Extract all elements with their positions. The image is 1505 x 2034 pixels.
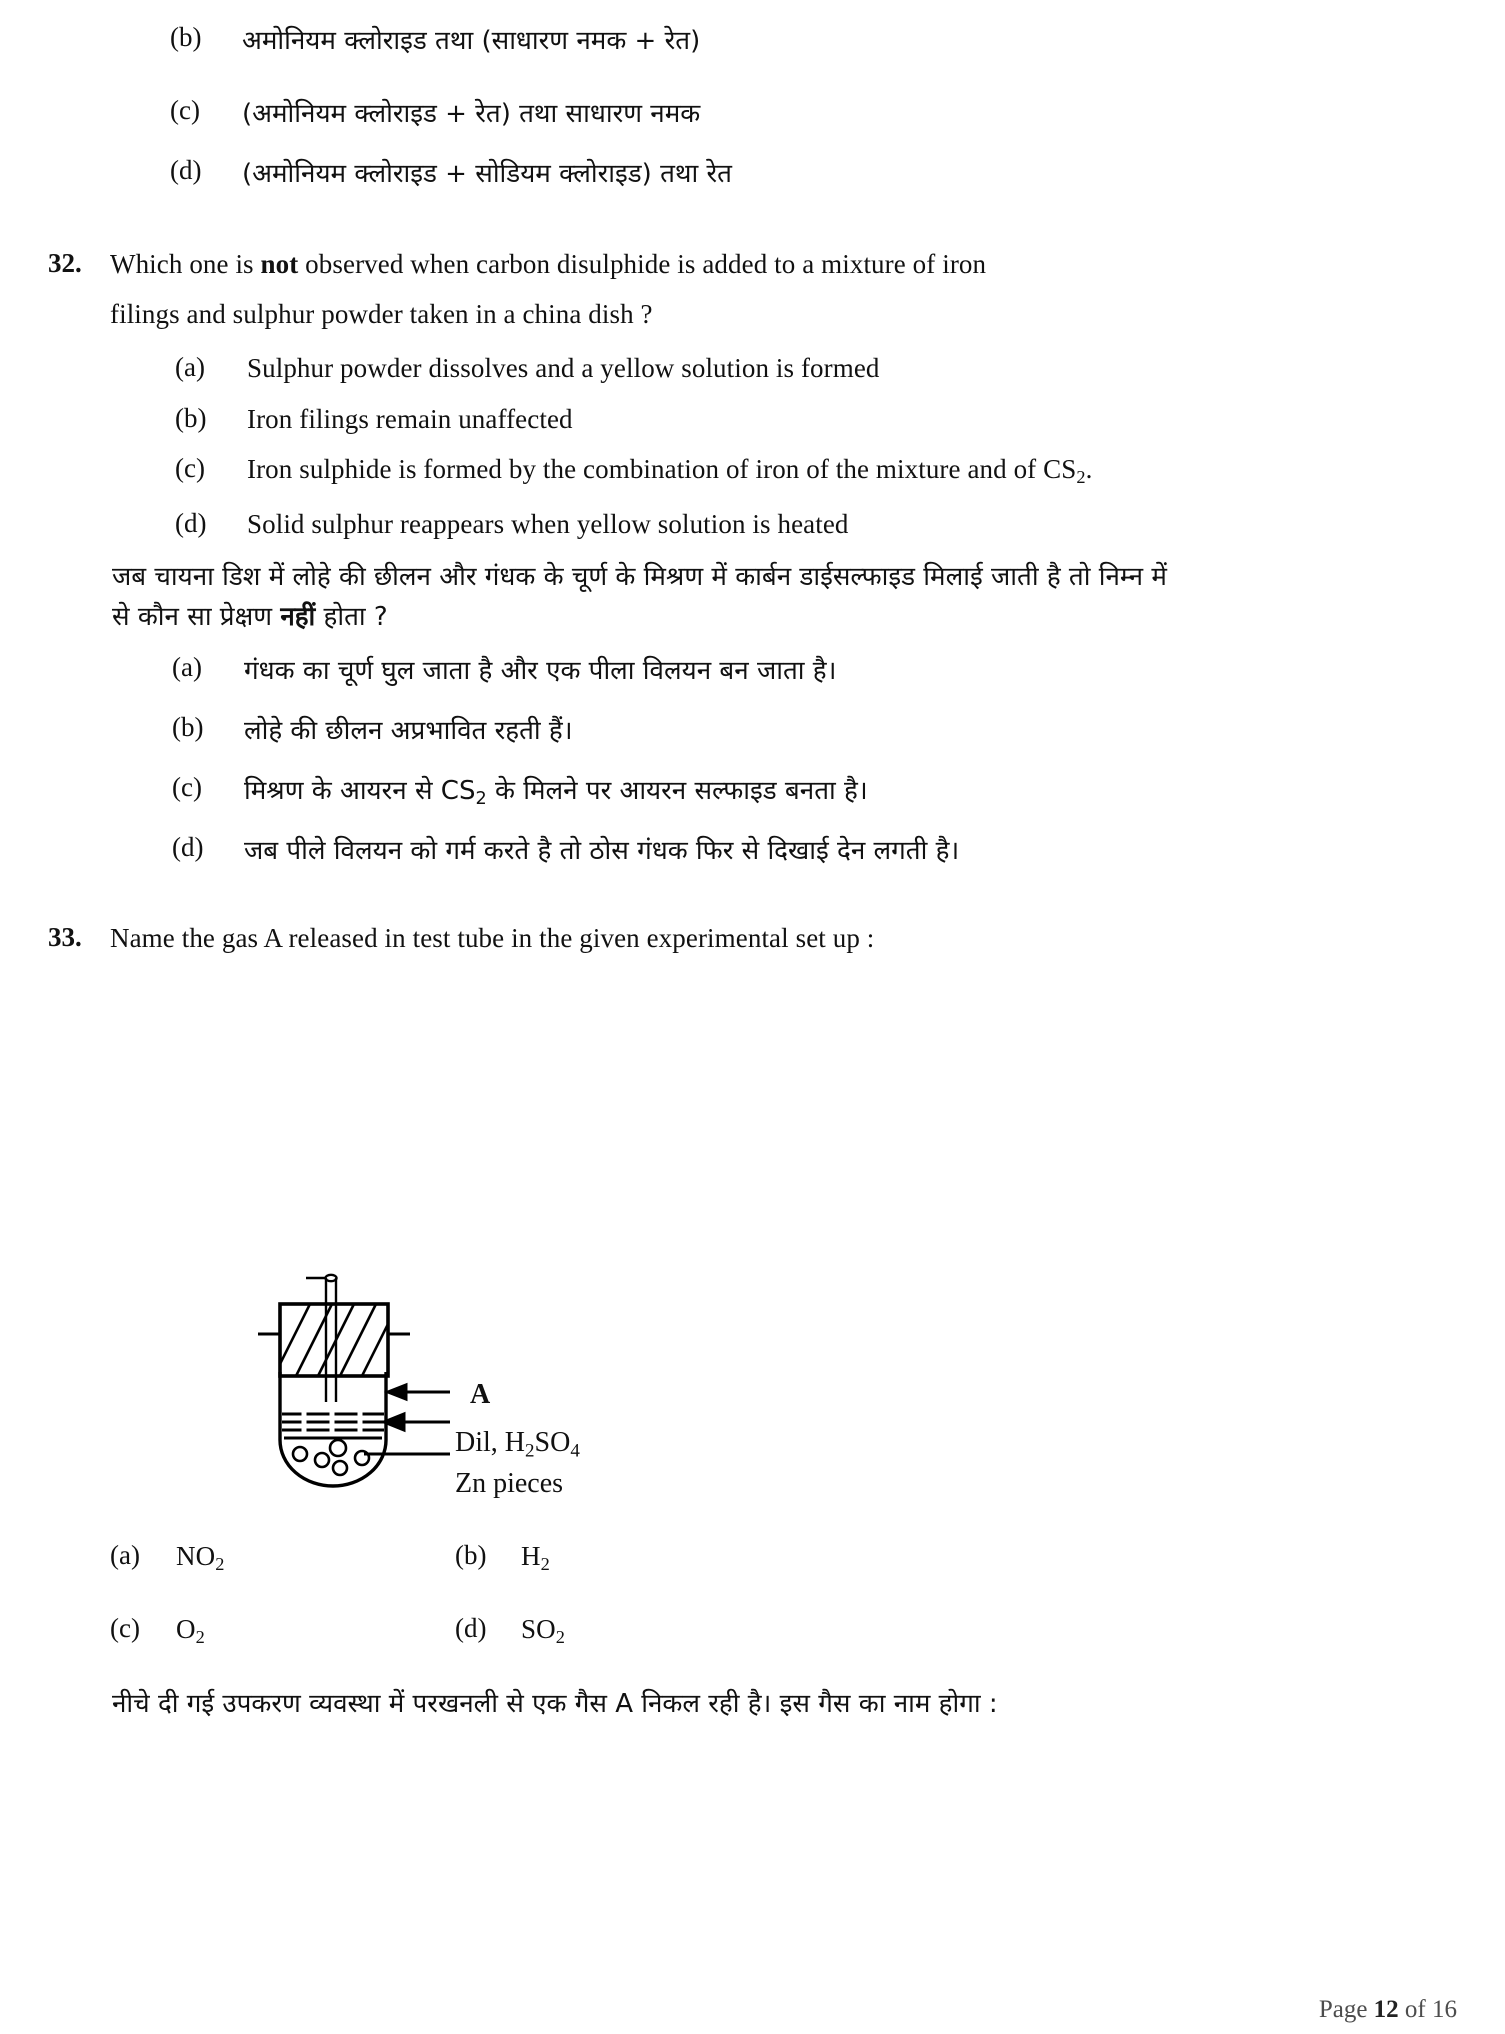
gas-arrow-icon xyxy=(388,1385,450,1399)
footer-suffix: of 16 xyxy=(1398,1996,1457,2023)
subscript: 2 xyxy=(475,788,487,809)
option-label: (a) xyxy=(175,352,205,382)
option-label: (d) xyxy=(170,155,202,185)
option-text: Iron filings remain unaffected xyxy=(247,404,573,434)
subscript: 4 xyxy=(570,1440,580,1462)
stem-part-b: observed when carbon disulphide is added to a mixture of iron xyxy=(298,249,987,279)
list-item xyxy=(170,95,1270,134)
option-label: (a) xyxy=(110,1540,140,1570)
list-item xyxy=(170,155,1270,194)
subscript: 2 xyxy=(195,1627,205,1648)
question-stem-hindi-line2 xyxy=(112,598,388,637)
list-item xyxy=(455,1613,565,1649)
option-label: (b) xyxy=(175,403,207,433)
question-stem-text-line2: filings and sulphur powder taken in a china dish ? xyxy=(110,299,653,329)
list-item xyxy=(175,508,1425,542)
acid-arrow-icon xyxy=(384,1414,450,1430)
option-text xyxy=(521,1540,550,1576)
page-footer xyxy=(1319,1996,1457,2024)
option-label: (b) xyxy=(170,22,202,52)
stem-hi-part-b: होता ? xyxy=(315,602,388,632)
figure-label-acid xyxy=(455,1427,580,1462)
page-number: 12 xyxy=(1373,1996,1399,2023)
stem-hi-part-a: से कौन सा प्रेक्षण xyxy=(112,602,281,632)
option-text-pre: मिश्रण के आयरन से CS xyxy=(244,776,476,806)
stem-part-a: Which one is xyxy=(110,249,261,279)
subscript: 2 xyxy=(1076,467,1086,488)
option-formula: H xyxy=(521,1541,541,1571)
option-formula: NO xyxy=(176,1541,216,1571)
question-32-stem-line2 xyxy=(110,298,1410,332)
list-item xyxy=(175,352,1425,386)
option-formula: O xyxy=(176,1614,196,1644)
footer-prefix: Page xyxy=(1318,1996,1374,2023)
stem-emphasis: not xyxy=(260,249,299,279)
acid-label-pre: Dil, H xyxy=(455,1427,525,1458)
option-label: (c) xyxy=(172,772,202,802)
experimental-setup-figure xyxy=(228,1272,648,1492)
list-item xyxy=(175,403,1425,437)
option-text xyxy=(244,772,868,812)
list-item xyxy=(172,772,1422,812)
acid-label-mid: SO xyxy=(534,1427,571,1458)
option-text: Solid sulphur reappears when yellow solution is heated xyxy=(247,509,849,539)
test-tube-diagram xyxy=(228,1272,648,1492)
option-formula: SO xyxy=(521,1614,556,1644)
question-33-stem-hindi xyxy=(112,1685,1442,1724)
question-33-stem xyxy=(48,922,1378,956)
option-text xyxy=(176,1540,224,1576)
option-label: (a) xyxy=(172,652,202,682)
question-number: 33. xyxy=(48,922,82,952)
option-text xyxy=(176,1613,205,1649)
option-label: (d) xyxy=(172,832,204,862)
list-item xyxy=(455,1540,550,1576)
list-item xyxy=(110,1540,224,1576)
option-label: (d) xyxy=(455,1613,487,1643)
subscript: 2 xyxy=(555,1627,565,1648)
figure-label-zinc: Zn pieces xyxy=(455,1468,564,1499)
question-32-stem-hindi-line2 xyxy=(112,598,1442,637)
list-item xyxy=(170,22,1270,61)
option-label: (b) xyxy=(172,712,204,742)
option-label: (c) xyxy=(170,95,200,125)
option-text: अमोनियम क्लोराइड तथा (साधारण नमक + रेत) xyxy=(242,26,701,56)
option-text: Sulphur powder dissolves and a yellow solution is formed xyxy=(247,353,880,383)
option-text-main: Iron sulphide is formed by the combination of iron of the mixture and of CS xyxy=(247,454,1077,484)
question-number: 32. xyxy=(48,248,82,278)
list-item xyxy=(172,832,1452,871)
subscript: 2 xyxy=(215,1554,225,1575)
option-label: (c) xyxy=(110,1613,140,1643)
subscript: 2 xyxy=(525,1440,535,1462)
question-stem-text: Name the gas A released in test tube in the given experimental set up : xyxy=(110,923,875,953)
acid-liquid-icon xyxy=(282,1410,384,1438)
option-text xyxy=(247,453,1093,489)
cork-stopper-icon xyxy=(258,1296,410,1380)
option-text: गंधक का चूर्ण घुल जाता है और एक पीला विलयन बन जाता है। xyxy=(244,656,837,686)
option-label: (b) xyxy=(455,1540,487,1570)
stem-hi-emphasis: नहीं xyxy=(280,602,316,632)
option-text-tail: . xyxy=(1085,454,1093,484)
figure-label-gas: A xyxy=(470,1379,491,1410)
option-text: (अमोनियम क्लोराइड + रेत) तथा साधारण नमक xyxy=(242,99,701,129)
option-label: (c) xyxy=(175,453,205,483)
option-text: (अमोनियम क्लोराइड + सोडियम क्लोराइड) तथा रेत xyxy=(242,159,732,189)
question-32-stem-hindi-line1 xyxy=(112,558,1442,597)
question-32-stem xyxy=(48,248,1348,282)
option-label: (d) xyxy=(175,508,207,538)
question-stem-hindi: नीचे दी गई उपकरण व्यवस्था में परखनली से एक गैस A निकल रही है। इस गैस का नाम होगा : xyxy=(112,1689,998,1719)
option-text xyxy=(521,1613,565,1649)
list-item xyxy=(172,652,1422,691)
zinc-pieces-icon xyxy=(293,1440,369,1475)
option-text: जब पीले विलयन को गर्म करते है तो ठोस गंधक फिर से दिखाई देन लगती है। xyxy=(244,836,960,866)
option-text: लोहे की छीलन अप्रभावित रहती हैं। xyxy=(244,716,573,746)
option-text-post: के मिलने पर आयरन सल्फाइड बनता है। xyxy=(486,776,868,806)
list-item xyxy=(110,1613,205,1649)
question-stem-text xyxy=(110,248,986,282)
question-stem-hindi: जब चायना डिश में लोहे की छीलन और गंधक के चूर्ण के मिश्रण में कार्बन डाईसल्फाइड मिलाई जाती है तो निम्न में xyxy=(112,562,1167,592)
subscript: 2 xyxy=(540,1554,550,1575)
list-item xyxy=(172,712,1422,751)
list-item xyxy=(175,453,1455,489)
